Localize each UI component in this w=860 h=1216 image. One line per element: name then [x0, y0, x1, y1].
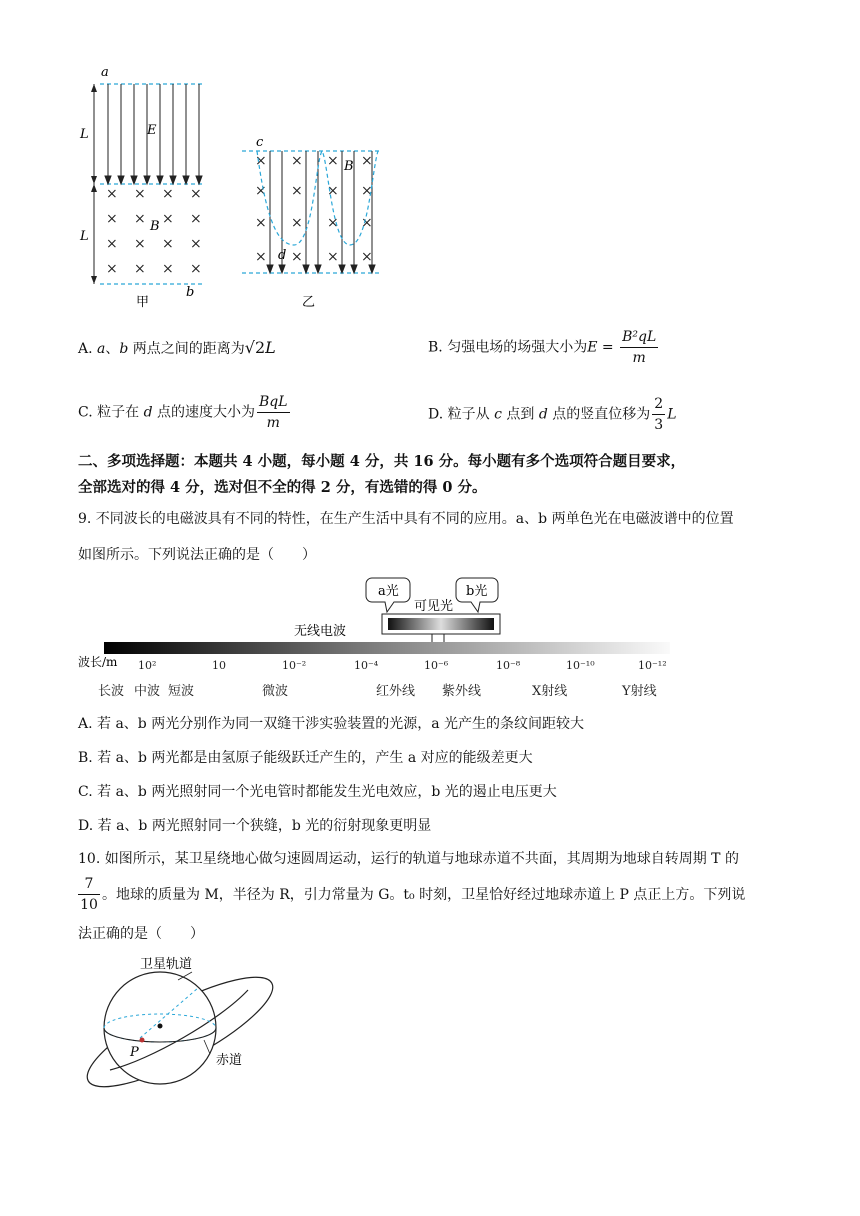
band-infrared: 红外线 — [376, 684, 416, 699]
band-medium-wave: 中波 — [134, 684, 161, 699]
svg-text:×: × — [106, 236, 118, 252]
label-d: d — [278, 248, 287, 263]
label-b: b — [186, 285, 195, 300]
label-L-bottom: L — [80, 229, 89, 244]
svg-text:×: × — [327, 215, 339, 231]
q8-option-b: B. 匀强电场的场强大小为E = $\frac{\text{B²qL}}{m}$ — [428, 329, 657, 366]
svg-text:×: × — [291, 183, 303, 199]
svg-text:×: × — [291, 215, 303, 231]
svg-text:×: × — [134, 211, 146, 227]
tick-6: 10⁻¹⁰ — [566, 659, 595, 672]
q8-option-d: D. 粒子从 c 点到 d 点的竖直位移为 $\frac{2}{3}$ L — [428, 396, 677, 433]
q10-stem-line1: 10. 如图所示，某卫星绕地心做匀速圆周运动，运行的轨道与地球赤道不共面，其周期为地球自转周期 T 的 — [78, 851, 739, 867]
q8-option-c: C. 粒子在 d 点的速度大小为 $\frac{\text{BqL}}{m}$ — [78, 394, 288, 431]
em-spectrum-figure — [70, 572, 690, 702]
svg-text:×: × — [106, 261, 118, 277]
q9-stem-line1: 9. 不同波长的电磁波具有不同的特性，在生产生活中具有不同的应用。a、b 两单色光在电磁波谱中的位置 — [78, 511, 734, 527]
tick-4: 10⁻⁶ — [424, 659, 449, 672]
q9-option-a: A. 若 a、b 两光分别作为同一双缝干涉实验装置的光源，a 光产生的条纹间距较大 — [78, 716, 585, 732]
svg-text:×: × — [162, 211, 174, 227]
svg-text:×: × — [327, 183, 339, 199]
visible-light-label: 可见光 — [414, 599, 454, 614]
q10-fraction: 7 10 — [78, 874, 100, 915]
caption-yi: 乙 — [302, 295, 316, 310]
svg-text:×: × — [255, 183, 267, 199]
satellite-orbit-figure — [70, 950, 290, 1090]
svg-text:×: × — [134, 236, 146, 252]
band-long-wave: 长波 — [98, 684, 125, 699]
svg-text:×: × — [255, 153, 267, 169]
svg-text:×: × — [327, 153, 339, 169]
svg-text:×: × — [162, 186, 174, 202]
label-c: c — [256, 135, 264, 150]
wavelength-axis-label: 波长/m — [78, 655, 118, 669]
q8-option-a: A. a、b 两点之间的距离为√2L — [78, 338, 276, 357]
section2-heading-line1: 二、多项选择题：本题共 4 小题，每小题 4 分，共 16 分。每小题有多个选项符合题目要求， — [78, 453, 686, 470]
svg-text:×: × — [190, 236, 202, 252]
svg-text:×: × — [106, 211, 118, 227]
band-short-wave: 短波 — [168, 684, 195, 699]
svg-text:×: × — [361, 183, 373, 199]
q10-stem-line3: 法正确的是（ ） — [78, 926, 204, 942]
q9-stem-line2: 如图所示。下列说法正确的是（ ） — [78, 547, 316, 563]
svg-text:×: × — [134, 186, 146, 202]
svg-text:×: × — [162, 236, 174, 252]
bubble-a-label: a光 — [378, 584, 399, 599]
svg-text:×: × — [190, 261, 202, 277]
svg-text:×: × — [361, 249, 373, 265]
band-ultraviolet: 紫外线 — [442, 684, 482, 699]
q9-option-c: C. 若 a、b 两光照射同一个光电管时都能发生光电效应，b 光的遏止电压更大 — [78, 784, 557, 800]
svg-text:×: × — [190, 211, 202, 227]
svg-text:×: × — [190, 186, 202, 202]
radio-wave-label: 无线电波 — [294, 624, 347, 639]
orbit-label: 卫星轨道 — [140, 957, 193, 972]
svg-text:×: × — [134, 261, 146, 277]
bubble-b-label: b光 — [466, 584, 488, 599]
equator-label: 赤道 — [216, 1053, 243, 1068]
svg-text:×: × — [255, 249, 267, 265]
field-diagram — [70, 60, 410, 320]
q10-stem-line2: 。地球的质量为 M，半径为 R，引力常量为 G。t₀ 时刻，卫星恰好经过地球赤道上 P 点正上方。下列说 — [102, 887, 746, 903]
caption-jia: 甲 — [136, 295, 150, 310]
band-x-ray: X射线 — [532, 684, 568, 699]
svg-text:×: × — [106, 186, 118, 202]
label-B-yi: B — [344, 159, 354, 174]
band-gamma-ray: Y射线 — [622, 684, 657, 699]
svg-text:×: × — [361, 153, 373, 169]
tick-0: 10² — [138, 659, 157, 672]
q9-option-d: D. 若 a、b 两光照射同一个狭缝，b 光的衍射现象更明显 — [78, 818, 432, 834]
svg-text:×: × — [291, 249, 303, 265]
label-a: a — [101, 65, 109, 80]
svg-text:×: × — [162, 261, 174, 277]
tick-3: 10⁻⁴ — [354, 659, 379, 672]
tick-2: 10⁻² — [282, 659, 307, 672]
section2-heading-line2: 全部选对的得 4 分，选对但不全的得 2 分，有选错的得 0 分。 — [78, 479, 487, 496]
svg-text:×: × — [255, 215, 267, 231]
label-E: E — [147, 123, 157, 138]
svg-text:×: × — [291, 153, 303, 169]
tick-1: 10 — [212, 659, 226, 672]
label-B-jia: B — [150, 219, 160, 234]
q9-option-b: B. 若 a、b 两光都是由氢原子能级跃迁产生的，产生 a 对应的能级差更大 — [78, 750, 533, 766]
label-L-top: L — [80, 127, 89, 142]
tick-7: 10⁻¹² — [638, 659, 667, 672]
svg-text:×: × — [327, 249, 339, 265]
band-microwave: 微波 — [262, 684, 289, 699]
point-p-label: P — [130, 1045, 139, 1060]
svg-text:×: × — [361, 215, 373, 231]
tick-5: 10⁻⁸ — [496, 659, 521, 672]
